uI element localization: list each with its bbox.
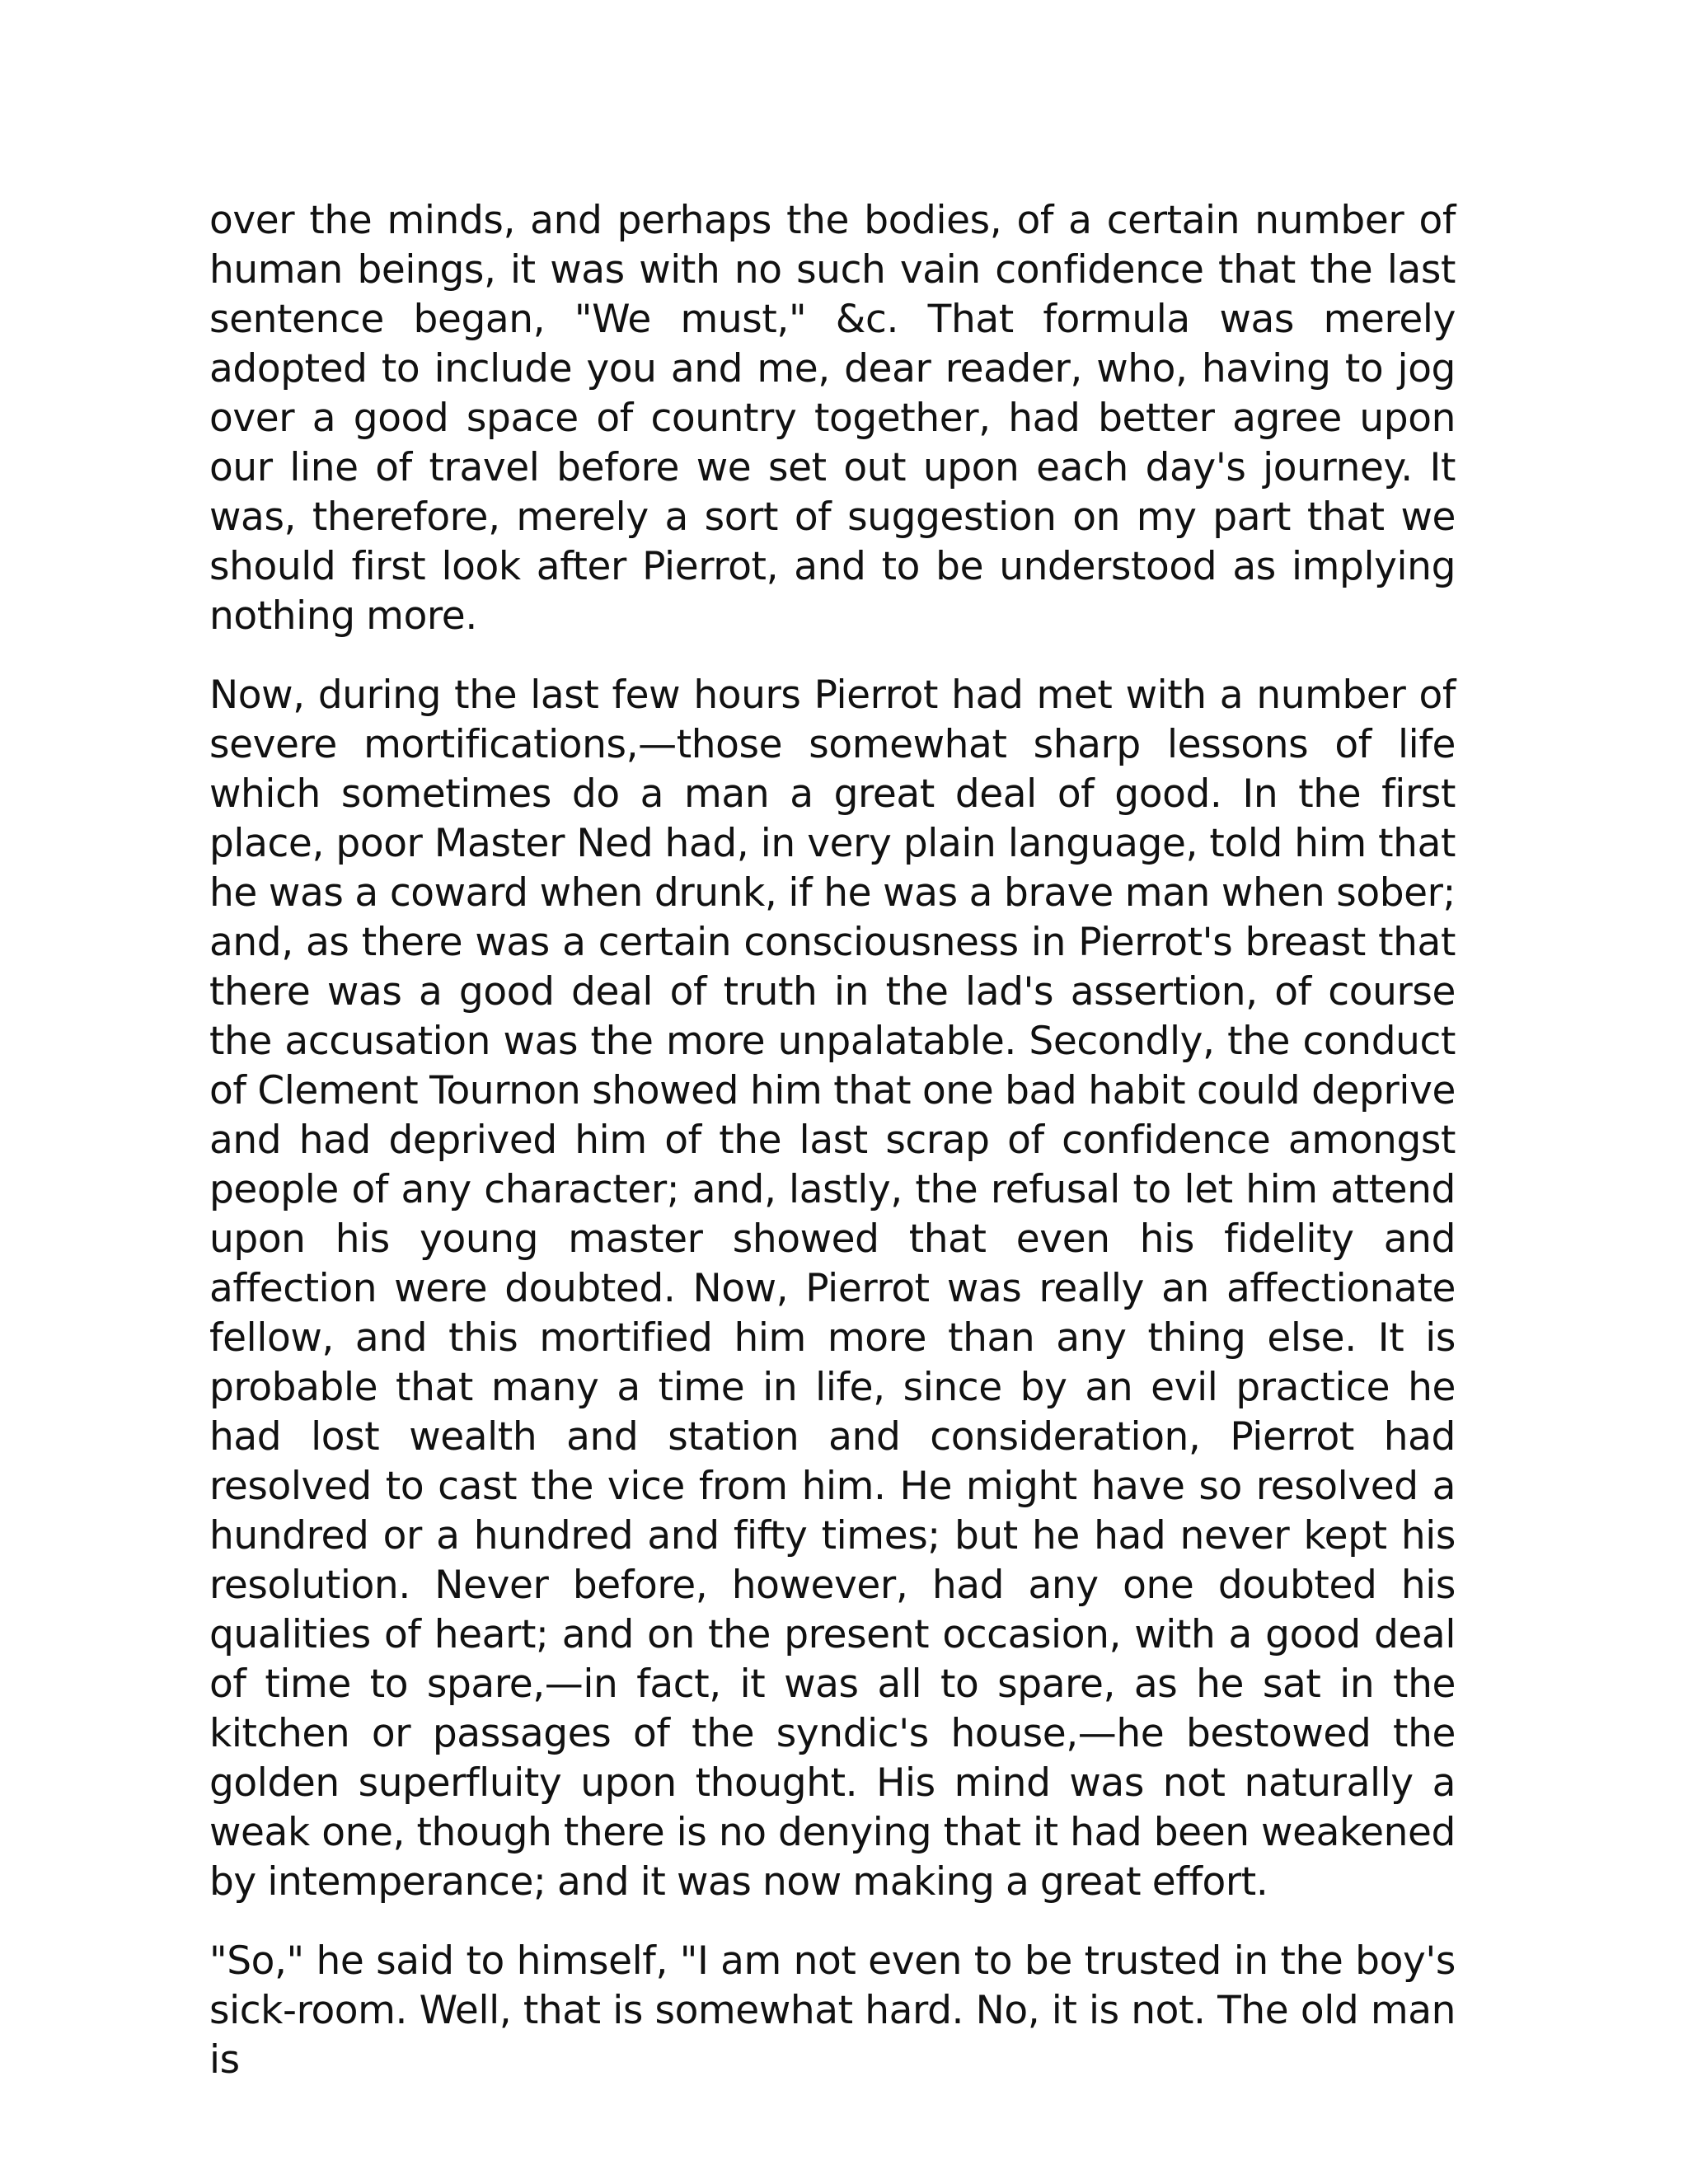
- paragraph-1: over the minds, and perhaps the bodies, of a certain number of human beings, it was with no such vain confidence that the last sentence began, "We must," &c. That formula was merely adopted to include you and me, dear reader, who, having to jog over a good space of country together, had better agree upon our line of travel before we set out upon each day's journey. It was, therefore, merely a sort of suggestion on my part that we should first look after Pierrot, and to be understood as implying nothing more.: [209, 198, 1456, 639]
- paragraph-2: Now, during the last few hours Pierrot had met with a number of severe mortifications,—those somewhat sharp lessons of life which sometimes do a man a great deal of good. In the first place, poor Master Ned had, in very plain language, told him that he was a coward when drunk, if he was a brave man when sober; and, as there was a certain consciousness in Pierrot's breast that there was a good deal of truth in the lad's assertion, of course the accusation was the more unpalatable. Secondly, the conduct of Clement Tournon showed him that one bad habit could deprive and had deprived him of the last scrap of confidence amongst people of any character; and, lastly, the refusal to let him attend upon his young master showed that even his fidelity and affection were doubted. Now, Pierrot was really an affectionate fellow, and this mortified him more than any thing else. It is probable that many a time in life, since by an evil practice he had lost wealth and station and consideration, Pierrot had resolved to cast the vice from him. He might have so resolved a hundred or a hundred and fifty times; but he had never kept his resolution. Never before, however, had any one doubted his qualities of heart; and on the present occasion, with a good deal of time to spare,—in fact, it was all to spare, as he sat in the kitchen or passages of the syndic's house,—he bestowed the golden superfluity upon thought. His mind was not naturally a weak one, though there is no denying that it had been weakened by intemperance; and it was now making a great effort.: [209, 673, 1456, 1905]
- document-page: [209, 196, 1456, 2115]
- paragraph-3: "So," he said to himself, "I am not even to be trusted in the boy's sick-room. Well, that is somewhat hard. No, it is not. The old man is: [209, 1938, 1456, 2083]
